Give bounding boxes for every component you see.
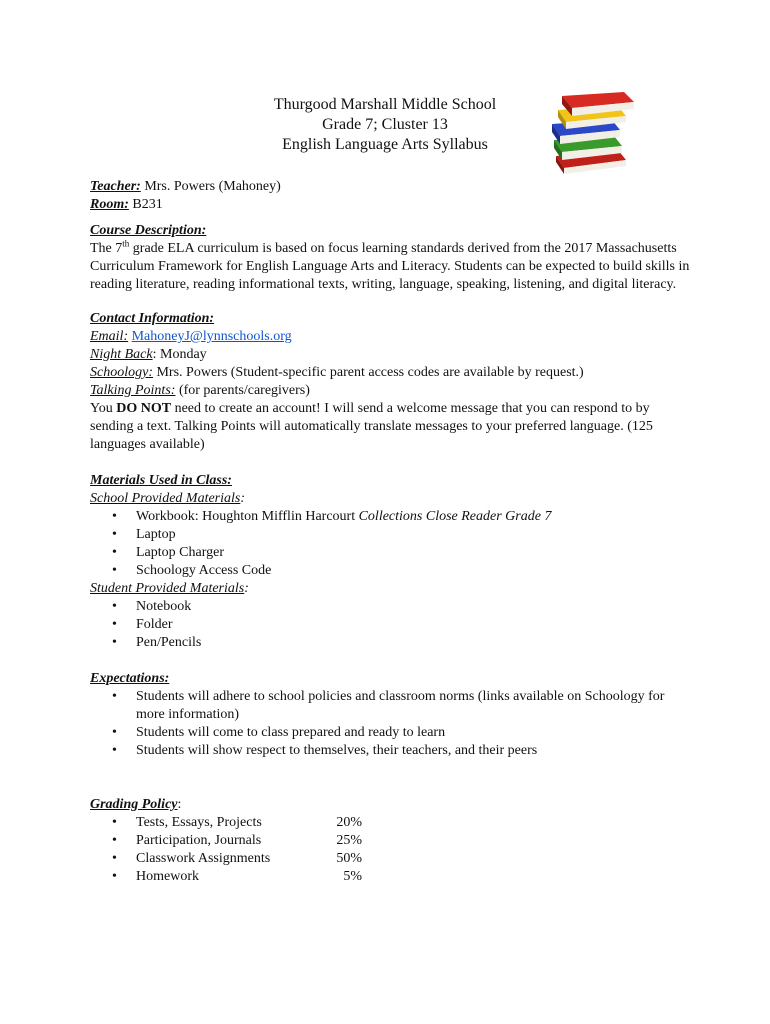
teacher-label: Teacher: xyxy=(90,179,141,194)
grading-row: • Homework 5% xyxy=(136,868,690,886)
night-back-label: Night Back xyxy=(90,347,153,362)
grade-cluster: Grade 7; Cluster 13 xyxy=(322,116,448,133)
grading-heading: Grading Policy: xyxy=(90,797,182,812)
expectations-list xyxy=(90,688,690,760)
teacher-line xyxy=(90,178,690,196)
email-line xyxy=(90,328,690,346)
list-item: • Laptop Charger xyxy=(136,544,690,562)
list-item: • Schoology Access Code xyxy=(136,562,690,580)
school-materials-list xyxy=(90,508,690,580)
talking-points-line: Talking Points: (for parents/caregivers) xyxy=(90,383,310,398)
teacher-value: Mrs. Powers (Mahoney) xyxy=(140,179,281,194)
talking-points-note: You DO NOT need to create an account! I will send a welcome message that you can respond to by sending a text. Talking Points will automatically translate messages to your preferred language. (125 languages available) xyxy=(90,401,653,452)
school-name: Thurgood Marshall Middle School xyxy=(273,96,497,113)
syllabus-title: English Language Arts Syllabus xyxy=(282,136,488,153)
list-item: • Students will adhere to school policies and classroom norms (links available on Schoology for more information) xyxy=(136,688,690,724)
email-link[interactable]: MahoneyJ@lynnschools.org xyxy=(131,329,292,344)
email-label: Email: xyxy=(90,329,129,344)
list-item: • Students will come to class prepared and ready to learn xyxy=(136,724,690,742)
list-item: • Laptop xyxy=(136,526,690,544)
list-item: • Workbook: Houghton Mifflin Harcourt Collections Close Reader Grade 7 xyxy=(136,508,690,526)
materials-heading: Materials Used in Class: xyxy=(90,473,232,488)
room-value: B231 xyxy=(128,197,163,212)
grading-list xyxy=(90,814,690,886)
grading-row: • Participation, Journals 25% xyxy=(136,832,690,850)
schoology-label: Schoology: xyxy=(90,365,153,380)
night-back-line: Night Back: Monday xyxy=(90,347,207,362)
grading-row: • Classwork Assignments 50% xyxy=(136,850,690,868)
student-materials-label: Student Provided Materials: xyxy=(90,581,249,596)
talking-points-label: Talking Points: xyxy=(90,383,176,398)
course-description-text: The 7th grade ELA curriculum is based on focus learning standards derived from the 2017 Massachusetts Curriculum Framework for English Language Arts and Literacy. Students can be expected to build skills in reading literature, reading informational texts, writing, language, speaking, listening, and digital literacy. xyxy=(90,238,690,292)
list-item: • Pen/Pencils xyxy=(136,634,690,652)
books-stack-icon xyxy=(548,90,638,176)
list-item: • Folder xyxy=(136,616,690,634)
room-label: Room: xyxy=(90,197,129,212)
school-materials-label: School Provided Materials: xyxy=(90,491,246,506)
grading-row: • Tests, Essays, Projects 20% xyxy=(136,814,690,832)
course-description-heading: Course Description: xyxy=(90,223,207,238)
syllabus-body xyxy=(90,178,690,886)
contact-heading: Contact Information: xyxy=(90,311,215,326)
list-item: • Students will show respect to themselves, their teachers, and their peers xyxy=(136,742,690,760)
schoology-line: Schoology: Mrs. Powers (Student-specific parent access codes are available by request.) xyxy=(90,365,584,380)
expectations-heading: Expectations: xyxy=(90,671,170,686)
student-materials-list xyxy=(90,598,690,652)
document-header xyxy=(230,95,540,155)
room-line xyxy=(90,196,690,214)
list-item: • Notebook xyxy=(136,598,690,616)
